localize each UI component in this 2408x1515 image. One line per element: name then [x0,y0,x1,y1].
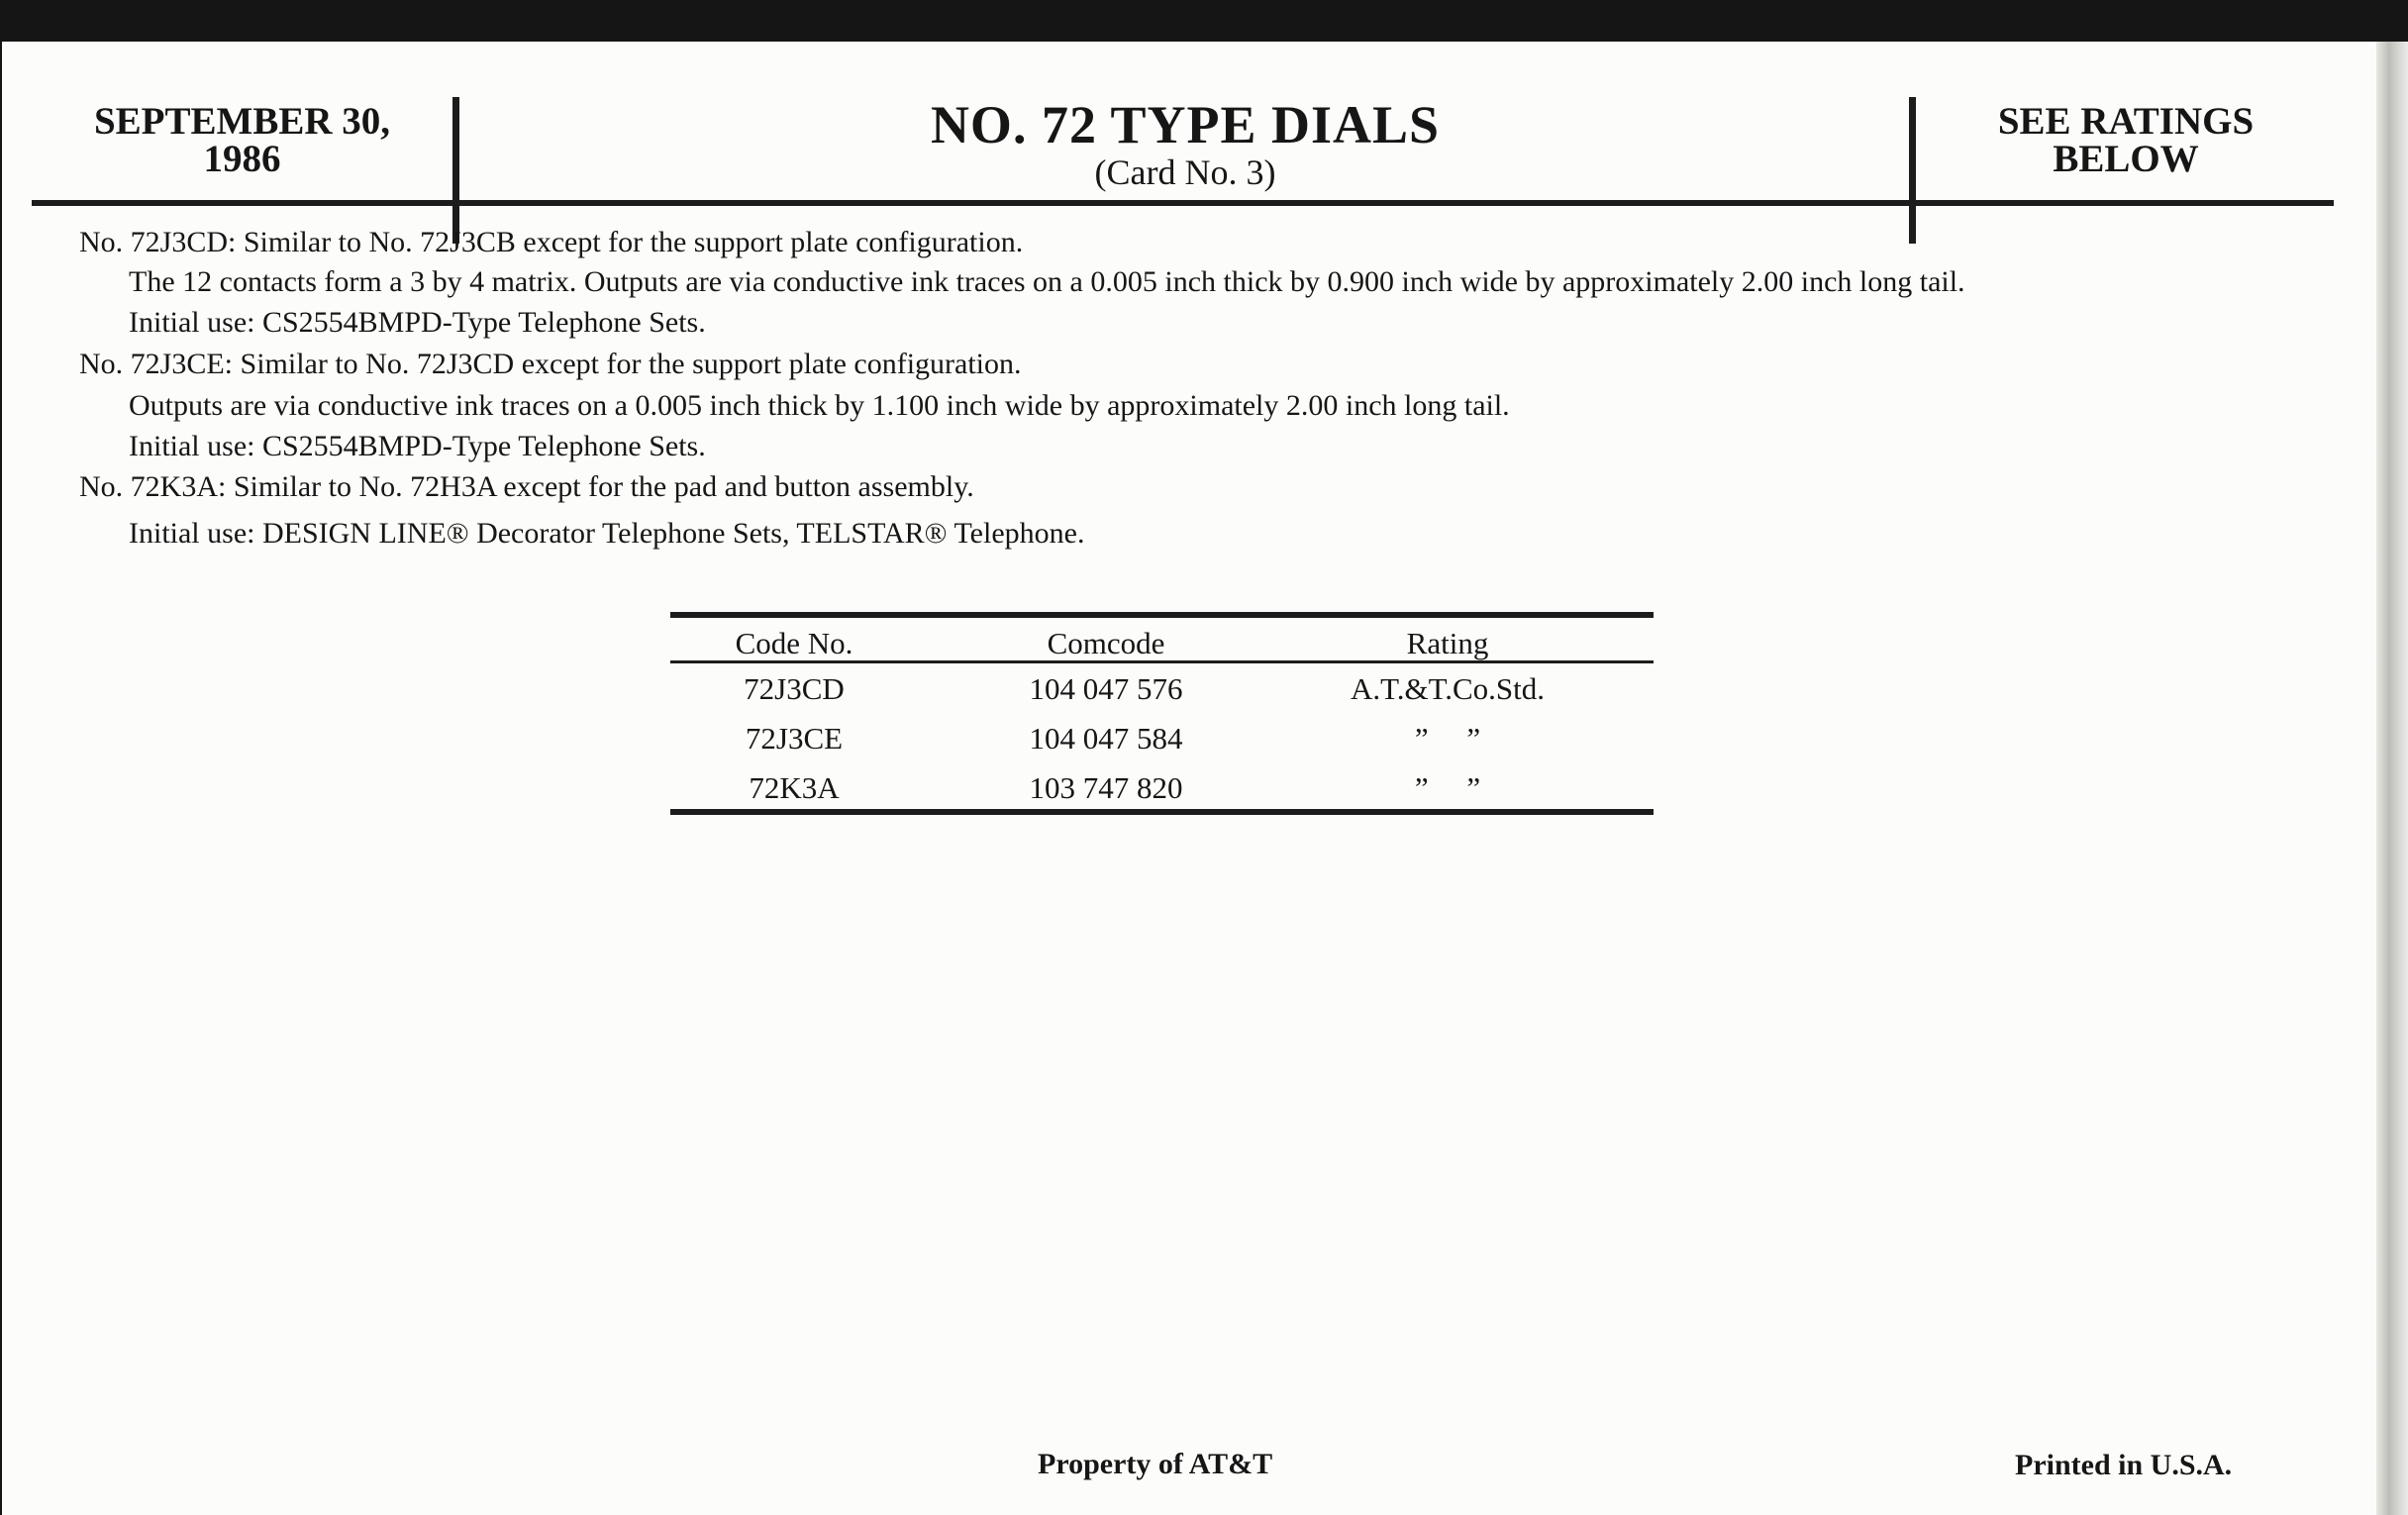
header-date-line2: 1986 [203,138,281,180]
desc-72j3ce-detail: Outputs are via conductive ink traces on a 0.005 inch thick by 1.100 inch wide by approximately 2.00 inch long tail. [129,389,1510,422]
header-ratings-line1: SEE RATINGS [1997,100,2255,143]
table-cell-comcode-3: 103 747 820 [1029,770,1183,805]
table-cell-rating-1: A.T.&T.Co.Std. [1350,671,1546,706]
table-cell-rating-3: ” ” [1414,770,1481,805]
header-divider-right [1909,97,1916,244]
table-header-rating: Rating [1406,626,1489,660]
table-cell-rating-2: ” ” [1414,721,1481,756]
footer-printed: Printed in U.S.A. [2015,1449,2233,1481]
footer-property: Property of AT&T [1038,1448,1273,1480]
card-edge-shadow [2376,42,2408,1515]
page-subtitle: (Card No. 3) [1094,152,1276,192]
header-ratings [1918,100,2334,180]
table-header-code: Code No. [735,626,853,660]
table-cell-comcode-2: 104 047 584 [1029,721,1183,756]
header-ratings-line2: BELOW [2053,138,2199,180]
dial-spec-card [2,42,2376,1515]
table-bottom-rule [670,809,1654,815]
desc-72k3a-use: Initial use: DESIGN LINE® Decorator Telephone Sets, TELSTAR® Telephone. [129,517,1085,550]
table-cell-code-1: 72J3CD [744,671,845,706]
desc-72j3cd-title: No. 72J3CD: Similar to No. 72J3CB except for the support plate configuration. [79,226,1024,258]
table-cell-code-3: 72K3A [749,770,840,805]
table-cell-code-2: 72J3CE [745,721,844,756]
header-date [32,100,452,180]
page-title: NO. 72 TYPE DIALS [930,95,1441,154]
table-cell-comcode-1: 104 047 576 [1029,671,1183,706]
header-divider-left [452,97,459,244]
table-header-comcode: Comcode [1047,626,1165,660]
desc-72j3ce-title: No. 72J3CE: Similar to No. 72J3CD except for the support plate configuration. [79,348,1022,380]
desc-72j3cd-use: Initial use: CS2554BMPD-Type Telephone Sets. [129,306,706,339]
header-date-line1: SEPTEMBER 30, [93,100,391,143]
desc-72j3ce-use: Initial use: CS2554BMPD-Type Telephone Sets. [129,430,706,462]
table-top-rule [670,612,1654,618]
desc-72k3a-title: No. 72K3A: Similar to No. 72H3A except for the pad and button assembly. [79,470,974,503]
header-bottom-rule [32,200,2334,206]
desc-72j3cd-detail: The 12 contacts form a 3 by 4 matrix. Outputs are via conductive ink traces on a 0.005 inch thick by 0.900 inch wide by approximately 2.00 inch long tail. [129,265,1965,298]
header-title-block [467,95,1903,190]
table-header-rule [670,660,1654,663]
